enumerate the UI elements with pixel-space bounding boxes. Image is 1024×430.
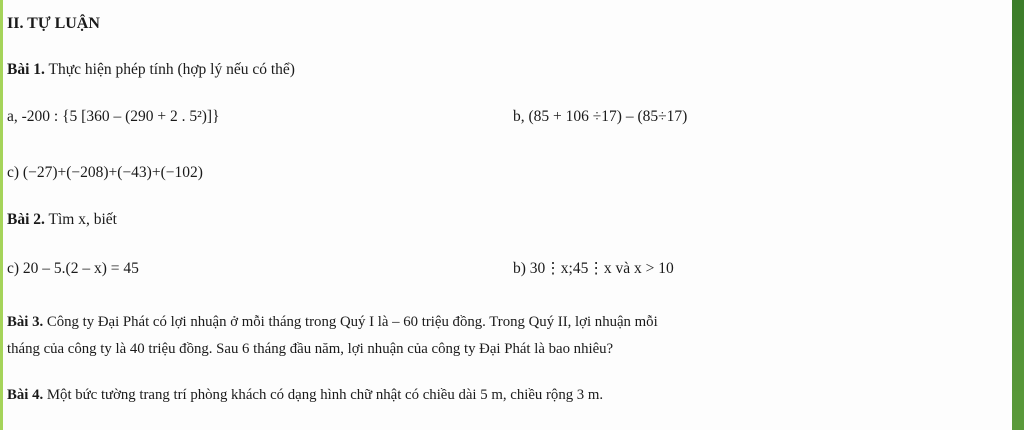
bai1-a: a, -200 : {5 [360 – (290 + 2 . 5²)]} (7, 108, 220, 125)
bai3-line2: tháng của công ty là 40 triệu đồng. Sau 6 tháng đầu năm, lợi nhuận của công ty Đại Phát là bao nhiêu? (7, 341, 614, 357)
right-edge-bar (1012, 0, 1024, 430)
section-title: II. TỰ LUẬN (7, 15, 100, 32)
bai4-line (7, 385, 603, 405)
bai2-heading (7, 210, 117, 230)
bai1-b: b, (85 + 106 ÷17) – (85÷17) (513, 108, 688, 125)
bai4-label: Bài 4. (7, 387, 44, 403)
bai1-heading (7, 60, 295, 80)
bai2-c: c) 20 – 5.(2 – x) = 45 (7, 260, 139, 277)
bai2-b: b) 30⋮x;45⋮x và x > 10 (513, 260, 674, 277)
bai3-text-1: Công ty Đại Phát có lợi nhuận ở mỗi tháng trong Quý I là – 60 triệu đồng. Trong Quý II, lợi nhuận mỗi (46, 314, 658, 330)
bai3-line1 (7, 312, 658, 332)
bai1-label: Bài 1. (7, 61, 45, 78)
bai4-text: Một bức tường trang trí phòng khách có dạng hình chữ nhật có chiều dài 5 m, chiều rộng 3 m. (46, 387, 604, 403)
bai2-label: Bài 2. (7, 211, 45, 228)
bai1-text: Thực hiện phép tính (hợp lý nếu có thể) (48, 61, 295, 78)
bai3-label: Bài 3. (7, 314, 44, 330)
bai1-c: c) (−27)+(−208)+(−43)+(−102) (7, 164, 203, 181)
bai2-text: Tìm x, biết (48, 211, 117, 228)
